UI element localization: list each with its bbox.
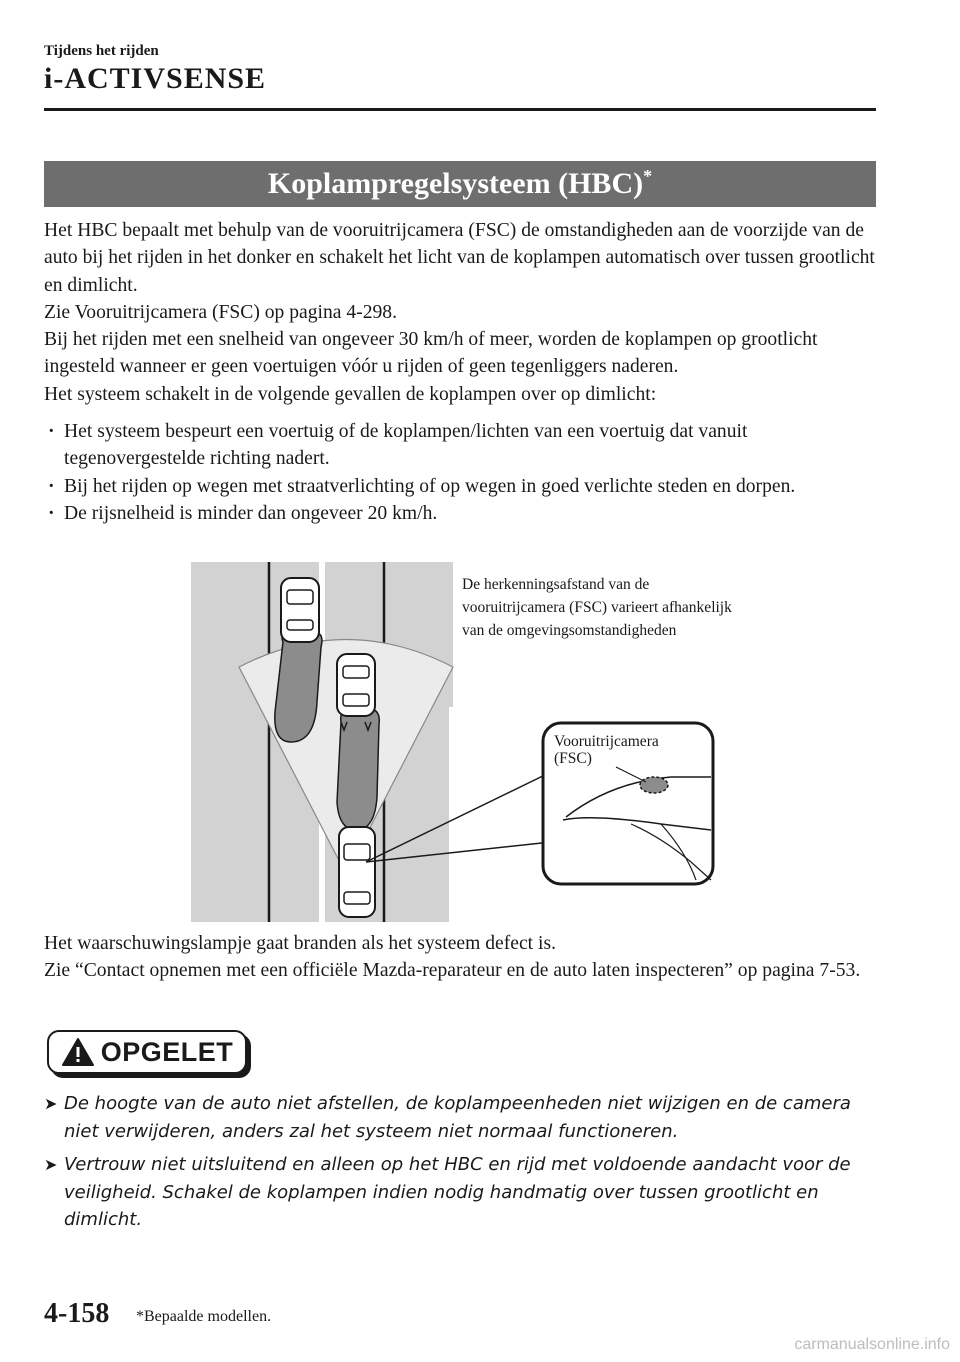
bullet-item: · Bij het rijden op wegen met straatverlichting of op wegen in goed verlichte steden en dorpen.: [44, 473, 884, 500]
warning-triangle-icon: [61, 1037, 95, 1067]
figure-caption-camera: [554, 733, 714, 767]
figure-caption-range: De herkenningsafstand van de vooruitrijcamera (FSC) varieert afhankelijk van de omgevingsomstandigheden: [462, 576, 732, 639]
caution-list: [44, 1090, 884, 1240]
page-number: 4-158: [44, 1298, 110, 1329]
camera-caption-line: (FSC): [554, 750, 592, 767]
section-banner: [44, 161, 876, 207]
camera-caption-line: Vooruitrijcamera: [554, 733, 659, 750]
body-paragraph: Zie Vooruitrijcamera (FSC) op pagina 4-298.: [44, 301, 397, 323]
bullet-item: · Het systeem bespeurt een voertuig of de koplampen/lichten van een voertuig dat vanuit tegenovergestelde richting nadert.: [44, 418, 884, 473]
caution-item: [44, 1151, 884, 1234]
watermark: carmanualsonline.info: [794, 1336, 950, 1353]
after-paragraph: Het waarschuwingslampje gaat branden als het systeem defect is.: [44, 933, 556, 954]
after-paragraph: Zie “Contact opnemen met een officiële Mazda-reparateur en de auto laten inspecteren” op pagina 7-53.: [44, 960, 861, 982]
caution-item-text: De hoogte van de auto niet afstellen, de koplampeenheden niet wijzigen en de camera niet verwijderen, anders zal het systeem niet normaal functioneren.: [64, 1093, 851, 1142]
arrow-bullet-icon: ➤: [44, 1155, 58, 1174]
caution-item: [44, 1090, 884, 1145]
bullet-list: [44, 418, 884, 527]
bullet-item: · De rijsnelheid is minder dan ongeveer 20 km/h.: [44, 500, 884, 527]
header-rule: [44, 108, 876, 111]
banner-title: Koplampregelsysteem (HBC): [267, 167, 644, 200]
body-paragraph: Het systeem schakelt in de volgende gevallen de koplampen over op dimlicht:: [44, 383, 657, 405]
footnote: *Bepaalde modellen.: [136, 1308, 272, 1325]
own-car-icon: [339, 827, 375, 917]
caution-item-text: Vertrouw niet uitsluitend en alleen op het HBC en rijd met voldoende aandacht voor de veiligheid. Schakel de koplampen indien nodig handmatig over tussen grootlicht en dimlicht.: [64, 1154, 851, 1230]
arrow-bullet-icon: ➤: [44, 1094, 58, 1113]
banner-footnote-mark: *: [643, 166, 653, 186]
after-figure-text: [44, 930, 904, 985]
caution-label: OPGELET: [100, 1036, 234, 1067]
oncoming-car-icon: [281, 578, 319, 642]
body-paragraph: Het HBC bepaalt met behulp van de vooruitrijcamera (FSC) de omstandigheden aan de voorzijde van de auto bij het rijden in het donker en schakelt het licht van de koplampen automatisch over tussen grootlicht en dimlicht.: [44, 220, 875, 296]
caution-header: [47, 1030, 247, 1074]
chapter-title: i-ACTIVSENSE: [44, 62, 267, 95]
section-label: Tijdens het rijden: [44, 43, 159, 59]
body-text: [44, 217, 884, 527]
camera-icon: [640, 777, 668, 793]
body-paragraph: Bij het rijden met een snelheid van ongeveer 30 km/h of meer, worden de koplampen op grootlicht ingesteld wanneer er geen voertuigen vóór u rijden of geen tegenliggers naderen.: [44, 329, 818, 378]
